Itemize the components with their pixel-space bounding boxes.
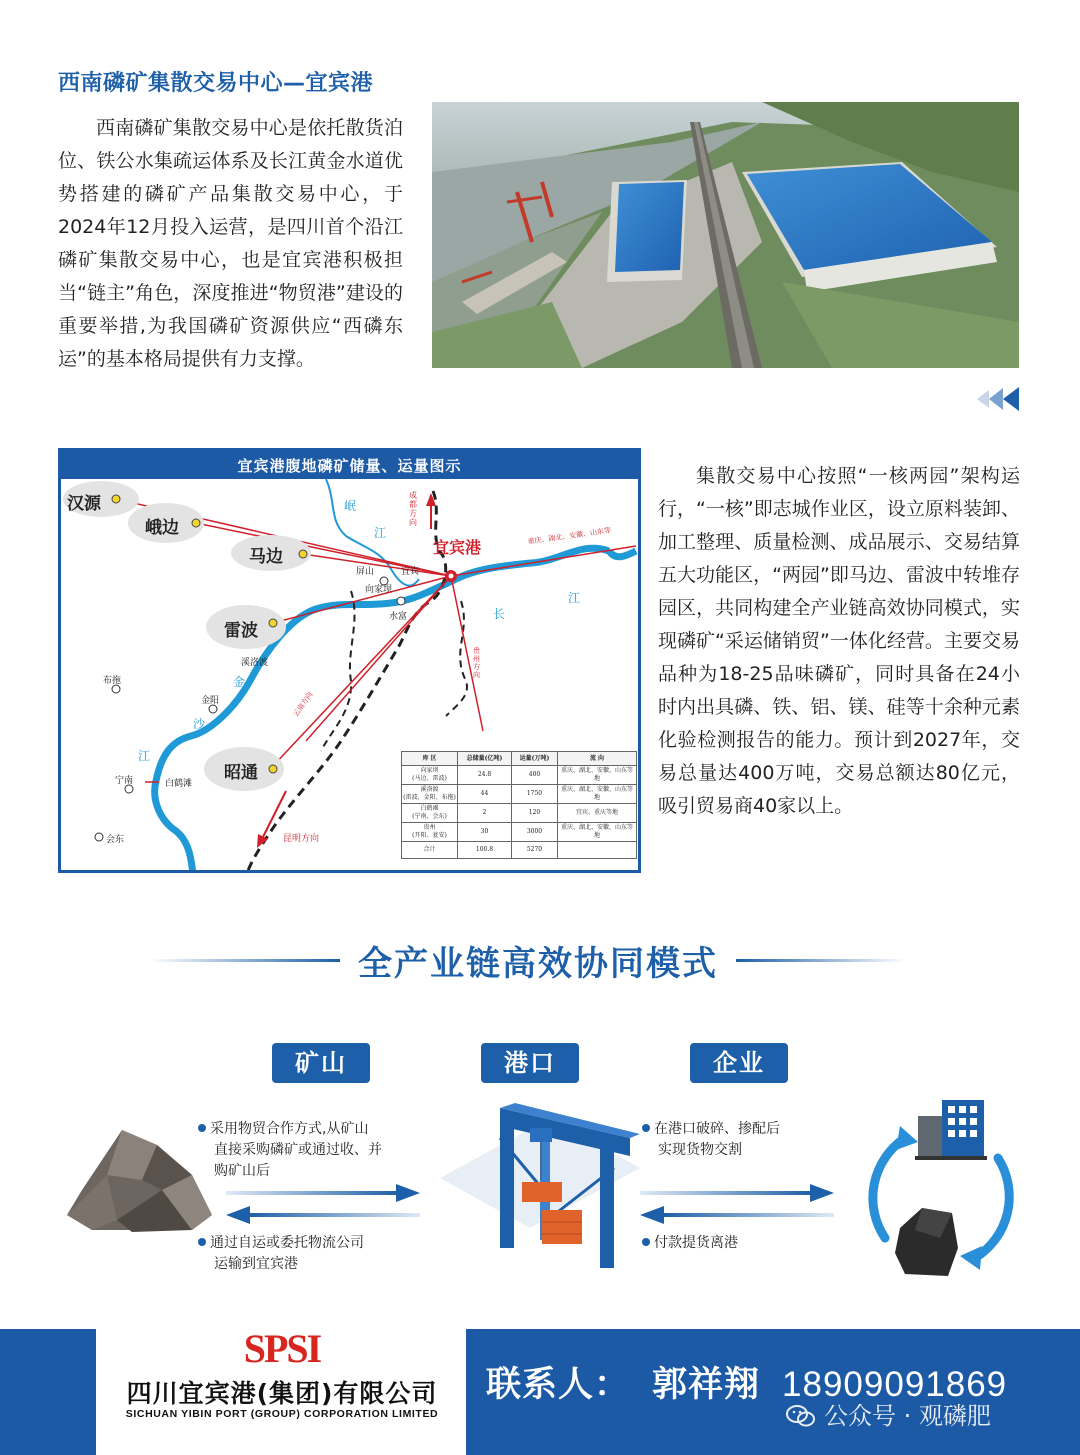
mine-transport-note: 通过自运或委托物流公司 运输到宜宾港 xyxy=(198,1233,364,1275)
river-min: 岷 xyxy=(344,499,357,513)
place-butuo: 布拖 xyxy=(103,676,122,686)
chain-heading-block xyxy=(0,932,1080,988)
phosphate-map xyxy=(58,448,641,873)
direction-guizhou: 贵州方向 xyxy=(473,647,480,679)
table-cell-reserve: 30 xyxy=(458,823,512,842)
table-cell-flow: 重庆、湖北、安徽、山东等地 xyxy=(558,785,637,804)
place-pingshan: 屏山 xyxy=(356,567,375,577)
place-ningnan: 宁南 xyxy=(115,776,134,786)
tag-mine: 矿山 xyxy=(272,1043,370,1083)
table-cell-sub: (开阳、瓮安) xyxy=(412,832,447,839)
mine-purchase-note: 采用物贸合作方式,从矿山 直接采购磷矿或通过收、并 购矿山后 xyxy=(198,1119,382,1182)
table-header: 运量(万吨) xyxy=(512,752,558,766)
mine-port-arrows-icon xyxy=(226,1180,420,1228)
table-cell-area: 贵州 xyxy=(423,824,436,831)
direction-chengdu: 成都方向 xyxy=(409,491,417,527)
intro-paragraph: 西南磷矿集散交易中心是依托散货泊位、铁公水集疏运体系及长江黄金水道优势搭建的磷矿产品集散交易中心，于2024年12月投入运营，是四川首个沿江磷矿集散交易中心，也是宜宾港积极担当“链主”角色，深度推进“物贸港”建设的重要举措,为我国磷矿资源供应“西磷东运”的基本格局提供有力支撑。 xyxy=(58,117,403,370)
heading-divider-left xyxy=(150,959,340,962)
table-row xyxy=(402,823,637,842)
map-title: 宜宾港腹地磷矿储量、运量图示 xyxy=(237,457,462,475)
bullet-icon xyxy=(198,1124,206,1132)
source-hanyuan: 汉源 xyxy=(67,494,101,514)
gantry-crane-icon xyxy=(440,1098,640,1270)
table-cell-area: 向家坝 xyxy=(420,767,439,774)
table-cell-reserve: 44 xyxy=(458,785,512,804)
table-cell-reserve: 2 xyxy=(458,804,512,823)
table-cell-area: 溪洛渡 xyxy=(420,786,439,793)
company-name-en: SICHUAN YIBIN PORT (GROUP) CORPORATION LIMITED xyxy=(125,1408,439,1420)
river-chang: 长 xyxy=(493,607,506,621)
footer-left-band xyxy=(0,1329,96,1455)
chain-heading: 全产业链高效协同模式 xyxy=(358,944,718,984)
source-zhaotong: 昭通 xyxy=(224,763,258,783)
table-total-row xyxy=(402,842,637,859)
port-label: 宜宾港 xyxy=(433,538,482,557)
enterprise-cycle-icon xyxy=(860,1098,1020,1282)
source-mabian: 马边 xyxy=(249,547,283,567)
port-pickup-note: 付款提货离港 xyxy=(642,1233,738,1254)
direction-kunming: 昆明方向 xyxy=(283,834,320,844)
table-cell-flow: 宜宾、重庆等地 xyxy=(558,804,637,823)
bullet-icon xyxy=(198,1238,206,1246)
reserve-table xyxy=(401,751,637,859)
table-cell-sub: (马边、雷波) xyxy=(412,775,447,782)
table-cell-volume: 1750 xyxy=(512,785,558,804)
heading-divider-right xyxy=(736,959,906,962)
company-name-cn: 四川宜宾港(集团)有限公司 xyxy=(126,1379,438,1408)
river-jiang-3: 江 xyxy=(138,749,151,763)
tag-enterprise: 企业 xyxy=(690,1043,788,1083)
table-cell-sub: (宁南、会东) xyxy=(412,813,447,820)
table-row xyxy=(402,766,637,785)
place-xiluodu: 溪洛渡 xyxy=(241,658,269,668)
table-cell-total-label: 合计 xyxy=(402,842,458,859)
section-title: 西南磷矿集散交易中心—宜宾港 xyxy=(58,71,374,96)
river-jiang-1: 江 xyxy=(374,526,387,540)
table-cell-flow: 重庆、湖北、安徽、山东等地 xyxy=(558,766,637,785)
source-ebian: 峨边 xyxy=(145,518,179,538)
place-huidong: 会东 xyxy=(106,835,125,845)
port-aerial-photo xyxy=(432,102,1019,368)
table-cell-total-flow xyxy=(558,842,637,859)
table-cell-area: 白鹤滩 xyxy=(420,805,439,812)
bullet-icon xyxy=(642,1124,650,1132)
tag-port: 港口 xyxy=(481,1043,579,1083)
wechat-account: 公众号 · 观磷肥 xyxy=(786,1396,991,1431)
port-settlement-note: 在港口破碎、掺配后 实现货物交割 xyxy=(642,1119,780,1161)
detail-paragraph: 集散交易中心按照“一核两园”架构运行，“一核”即志城作业区，设立原料装卸、加工整理、质量检测、成品展示、交易结算五大功能区，“两园”即马边、雷波中转堆存园区，共同构建全产业链高效协同模式，实现磷矿“采运储销贸”一体化经营。主要交易品种为18-25品味磷矿，同时具备在24小时内出具磷、铁、铝、镁、硅等十余种元素化验检测报告的能力。预计到2027年，交易总量达400万吨，交易总额达80亿元，吸引贸易商40家以上。 xyxy=(658,465,1020,817)
place-xiangjiaba: 向家坝 xyxy=(365,585,393,595)
table-cell-total-volume: 5270 xyxy=(512,842,558,859)
river-jiang-2: 江 xyxy=(568,591,581,605)
table-cell-total-reserve: 100.8 xyxy=(458,842,512,859)
table-cell-volume: 400 xyxy=(512,766,558,785)
double-chevron-left-icon xyxy=(975,386,1021,412)
table-cell-flow: 重庆、湖北、安徽、山东等地 xyxy=(558,823,637,842)
table-cell-volume: 120 xyxy=(512,804,558,823)
river-sha: 沙 xyxy=(193,717,206,731)
place-jinyang: 金阳 xyxy=(201,696,220,706)
table-header: 库 区 xyxy=(402,752,458,766)
table-header: 总储量(亿吨) xyxy=(458,752,512,766)
place-shuifu: 水富 xyxy=(389,612,408,622)
table-cell-reserve: 24.8 xyxy=(458,766,512,785)
source-leibo: 雷波 xyxy=(224,621,258,641)
direction-east: 重庆、湖北、安徽、山东等 xyxy=(527,526,612,546)
spsi-logo xyxy=(213,1331,351,1365)
river-jin: 金 xyxy=(233,675,246,689)
place-baihetan: 白鹤滩 xyxy=(165,779,193,789)
table-row xyxy=(402,804,637,823)
contact-phone: 18909091869 xyxy=(782,1365,1008,1404)
direction-yunnan: 云南方向 xyxy=(291,690,315,719)
table-cell-sub: (雷波、金阳、布拖) xyxy=(403,794,456,801)
svg-text:SPSI: SPSI xyxy=(243,1331,321,1365)
table-cell-volume: 3000 xyxy=(512,823,558,842)
rock-pile-icon xyxy=(62,1120,218,1234)
contact-name: 郭祥翔 xyxy=(652,1365,761,1405)
bullet-icon xyxy=(642,1238,650,1246)
contact-label: 联系人： xyxy=(486,1365,631,1405)
port-enterprise-arrows-icon xyxy=(640,1180,834,1228)
place-yibin: 宜宾 xyxy=(401,567,420,577)
table-header: 流 向 xyxy=(558,752,637,766)
wechat-icon xyxy=(786,1404,816,1428)
table-row xyxy=(402,785,637,804)
